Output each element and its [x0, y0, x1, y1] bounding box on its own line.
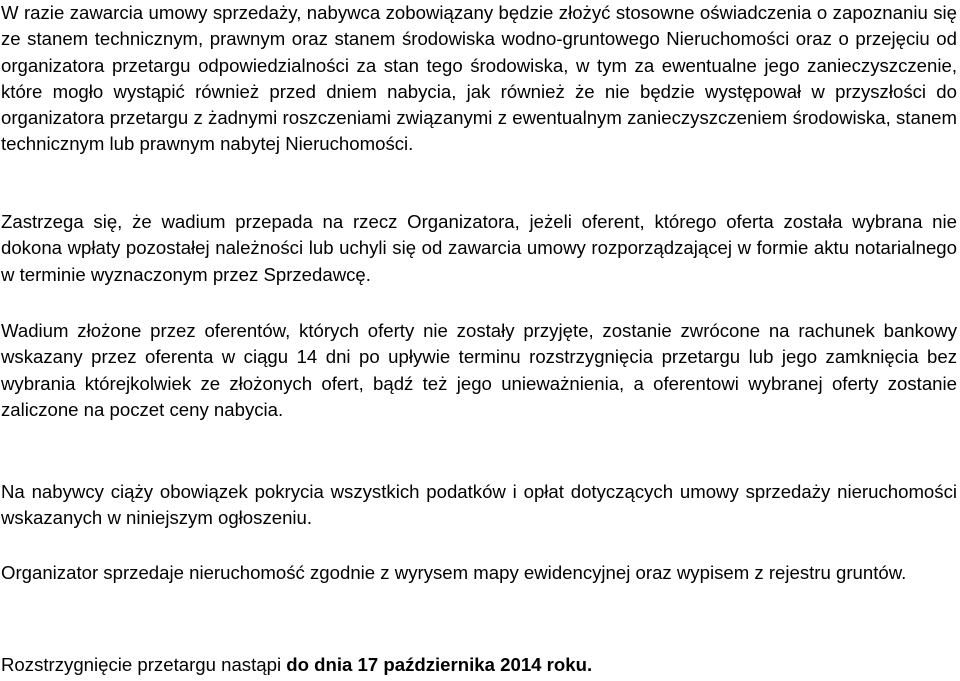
paragraph-deposit-return: Wadium złożone przez oferentów, których oferty nie zostały przyjęte, zostanie zwrócone na rachunek bankowy wskazany przez oferenta w ciągu 14 dni po upływie terminu rozstrzygnięcia przetargu lub jego zamknięcia bez wybrania którejkolwiek ze złożonych ofert, bądź też jego unieważnienia, a oferentowi wybranej oferty zostanie zaliczone na poczet ceny nabycia. [1, 320, 957, 420]
paragraph-sale-agreement-obligations: W razie zawarcia umowy sprzedaży, nabywca zobowiązany będzie złożyć stosowne oświadczenia o zapoznaniu się ze stanem technicznym, prawnym oraz stanem środowiska wodno-gruntowego Nieruchomości oraz o przejęciu od organizatora przetargu odpowiedzialności za stan tego środowiska, w tym za ewentualne jego zanieczyszczenie, które mogło wystąpić również przed dniem nabycia, jak również że nie będzie występował w przyszłości do organizatora przetargu z żadnymi roszczeniami związanymi z ewentualnym zanieczyszczeniem środowiska, stanem technicznym lub prawnym nabytej Nieruchomości. [1, 2, 957, 155]
paragraph-deposit-forfeit: Zastrzega się, że wadium przepada na rzecz Organizatora, jeżeli oferent, którego oferta została wybrana nie dokona wpłaty pozostałej należności lub uchyli się od zawarcia umowy rozporządzającej w formie aktu notarialnego w terminie wyznaczonym przez Sprzedawcę. [1, 211, 957, 285]
paragraph-settlement-date [1, 652, 957, 678]
settlement-date-intro: Rozstrzygnięcie przetargu nastąpi [1, 654, 287, 675]
settlement-date-value: do dnia 17 października 2014 roku. [286, 654, 593, 675]
paragraph-taxes-and-fees: Na nabywcy ciąży obowiązek pokrycia wszystkich podatków i opłat dotyczących umowy sprzedaży nieruchomości wskazanych w niniejszym ogłoszeniu. [1, 481, 957, 529]
paragraph-map-and-register: Organizator sprzedaje nieruchomość zgodnie z wyrysem mapy ewidencyjnej oraz wypisem z rejestru gruntów. [1, 562, 907, 583]
